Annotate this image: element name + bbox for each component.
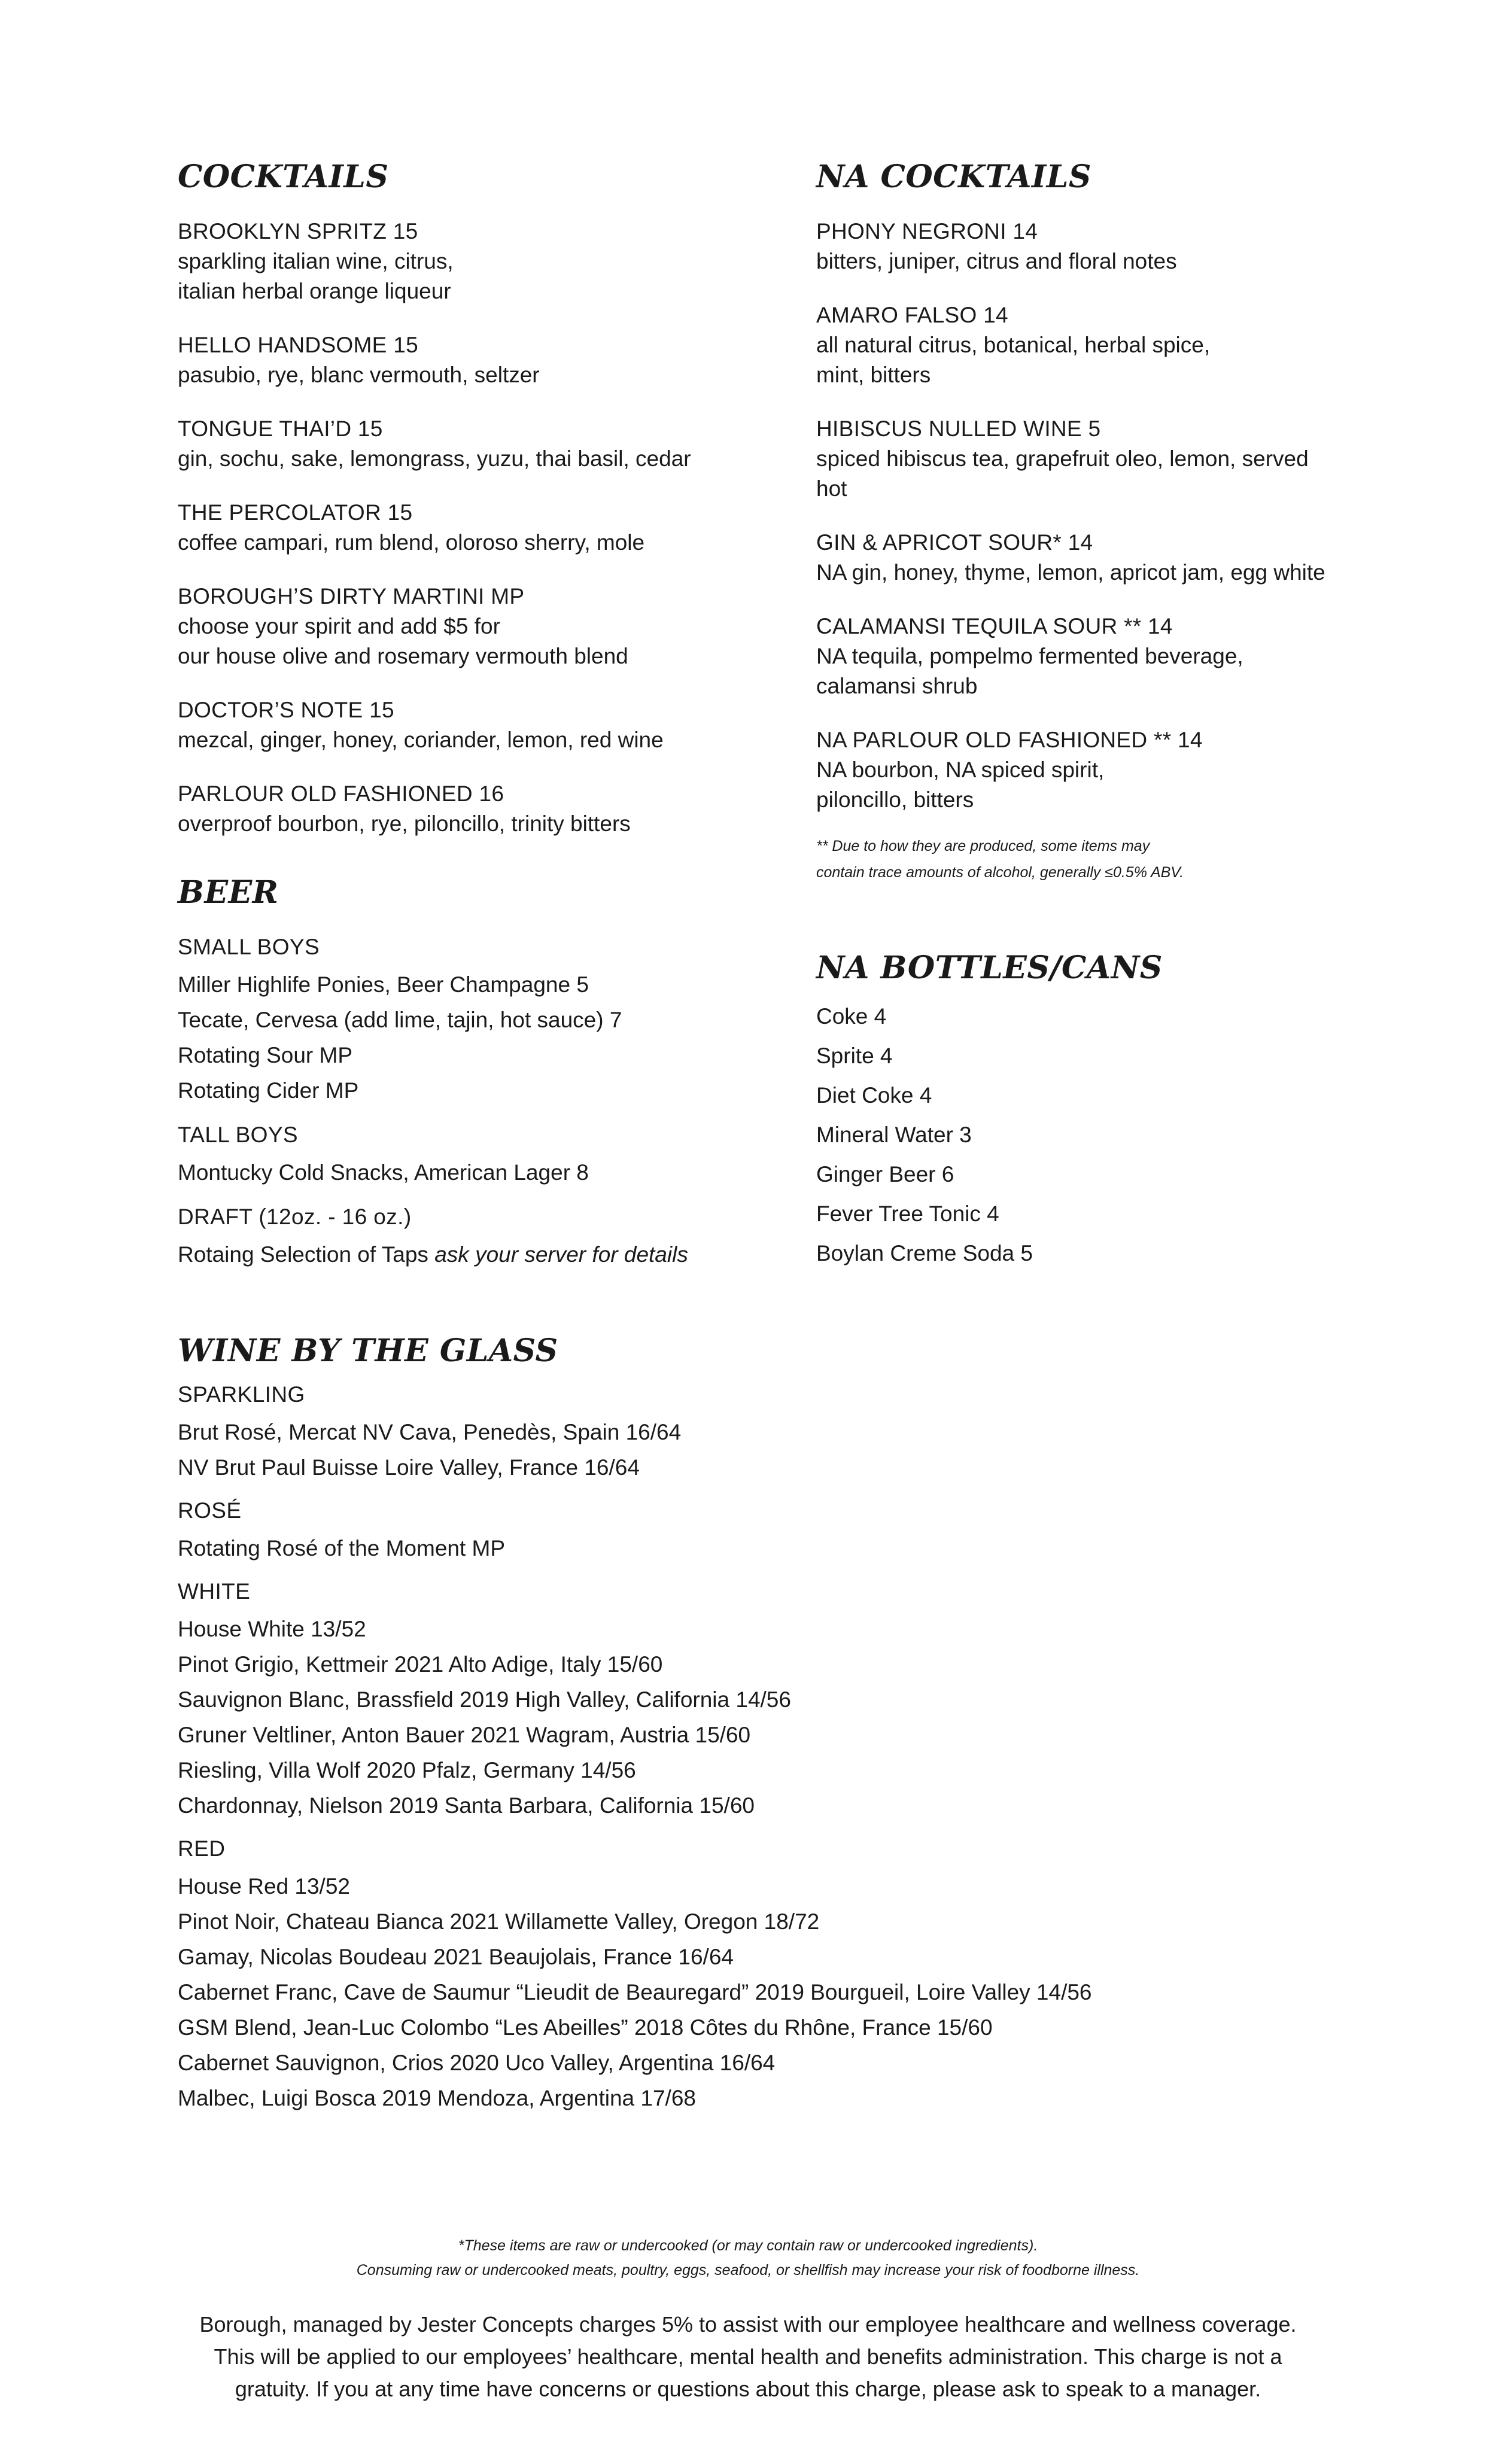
draft-text: Rotaing Selection of Taps bbox=[178, 1242, 428, 1267]
menu-item bbox=[178, 695, 776, 755]
item-description: all natural citrus, botanical, herbal spice, mint, bitters bbox=[816, 333, 1211, 387]
menu-item bbox=[178, 217, 776, 306]
item-name: BROOKLYN SPRITZ 15 bbox=[178, 219, 418, 244]
list-item: Coke 4 bbox=[816, 1004, 887, 1029]
list-item: Fever Tree Tonic 4 bbox=[816, 1201, 999, 1226]
beer-group-small-boys bbox=[178, 932, 776, 1108]
menu-item bbox=[816, 612, 1403, 701]
wine-group-red bbox=[178, 1834, 1315, 2116]
subheading: TALL BOYS bbox=[178, 1123, 299, 1147]
subheading: SMALL BOYS bbox=[178, 935, 320, 959]
list-item: Miller Highlife Ponies, Beer Champagne 5 bbox=[178, 972, 589, 997]
list-item: House White 13/52 bbox=[178, 1617, 366, 1641]
list-item: Pinot Noir, Chateau Bianca 2021 Willamette Valley, Oregon 18/72 bbox=[178, 1909, 820, 1934]
list-item: Mineral Water 3 bbox=[816, 1123, 972, 1147]
item-description: choose your spirit and add $5 for our house olive and rosemary vermouth blend bbox=[178, 614, 628, 668]
item-description: pasubio, rye, blanc vermouth, seltzer bbox=[178, 363, 540, 387]
item-name: HIBISCUS NULLED WINE 5 bbox=[816, 416, 1101, 441]
menu-item bbox=[178, 582, 776, 671]
cocktails-section bbox=[178, 159, 776, 839]
menu-item bbox=[178, 330, 776, 390]
list-item: Riesling, Villa Wolf 2020 Pfalz, Germany 14/56 bbox=[178, 1758, 636, 1782]
list-item: Ginger Beer 6 bbox=[816, 1162, 954, 1187]
list-item: Gruner Veltliner, Anton Bauer 2021 Wagram, Austria 15/60 bbox=[178, 1723, 751, 1747]
item-name: BOROUGH’S DIRTY MARTINI MP bbox=[178, 584, 525, 609]
item-description: NA tequila, pompelmo fermented beverage, calamansi shrub bbox=[816, 644, 1243, 698]
menu-item bbox=[816, 217, 1403, 276]
item-description: NA gin, honey, thyme, lemon, apricot jam, egg white bbox=[816, 560, 1325, 585]
list-item: Tecate, Cervesa (add lime, tajin, hot sauce) 7 bbox=[178, 1008, 622, 1032]
item-name: DOCTOR’S NOTE 15 bbox=[178, 698, 394, 722]
subheading: SPARKLING bbox=[178, 1382, 305, 1407]
list-item: Cabernet Franc, Cave de Saumur “Lieudit de Beauregard” 2019 Bourgueil, Loire Valley 14/56 bbox=[178, 1980, 1092, 2004]
na-cocktails-section bbox=[816, 159, 1403, 886]
item-description: spiced hibiscus tea, grapefruit oleo, lemon, served hot bbox=[816, 446, 1309, 501]
na-bottles-section bbox=[816, 950, 1403, 1273]
item-name: NA PARLOUR OLD FASHIONED ** 14 bbox=[816, 728, 1203, 752]
list-item bbox=[178, 1237, 776, 1272]
draft-note: ask your server for details bbox=[434, 1242, 688, 1267]
wine-group-sparkling bbox=[178, 1380, 1315, 1485]
list-item: Cabernet Sauvignon, Crios 2020 Uco Valley, Argentina 16/64 bbox=[178, 2051, 776, 2075]
beer-group-tall-boys bbox=[178, 1120, 776, 1190]
wine-group-white bbox=[178, 1577, 1315, 1823]
list-item: Chardonnay, Nielson 2019 Santa Barbara, California 15/60 bbox=[178, 1793, 755, 1818]
left-column bbox=[178, 159, 776, 1284]
item-description: NA bourbon, NA spiced spirit, piloncillo, bitters bbox=[816, 758, 1105, 812]
item-name: GIN & APRICOT SOUR* 14 bbox=[816, 530, 1093, 555]
item-name: TONGUE THAI’D 15 bbox=[178, 416, 383, 441]
na-cocktails-heading: NA COCKTAILS bbox=[816, 159, 1091, 195]
item-description: bitters, juniper, citrus and floral notes bbox=[816, 249, 1177, 273]
list-item: Rotating Sour MP bbox=[178, 1043, 353, 1067]
item-name: AMARO FALSO 14 bbox=[816, 303, 1008, 327]
subheading: DRAFT (12oz. - 16 oz.) bbox=[178, 1204, 412, 1229]
list-item: Rotating Rosé of the Moment MP bbox=[178, 1536, 506, 1560]
subheading: RED bbox=[178, 1836, 226, 1861]
beer-group-draft bbox=[178, 1202, 776, 1272]
list-item: Rotating Cider MP bbox=[178, 1078, 359, 1103]
na-bottles-heading: NA BOTTLES/CANS bbox=[816, 950, 1163, 986]
item-description: mezcal, ginger, honey, coriander, lemon, red wine bbox=[178, 728, 664, 752]
list-item: Malbec, Luigi Bosca 2019 Mendoza, Argentina 17/68 bbox=[178, 2086, 696, 2110]
subheading: ROSÉ bbox=[178, 1498, 242, 1523]
list-item: Diet Coke 4 bbox=[816, 1083, 932, 1108]
list-item: GSM Blend, Jean-Luc Colombo “Les Abeilles” 2018 Côtes du Rhône, France 15/60 bbox=[178, 2015, 993, 2040]
menu-item bbox=[816, 300, 1403, 390]
wine-heading: WINE BY THE GLASS bbox=[178, 1333, 558, 1369]
list-item: Brut Rosé, Mercat NV Cava, Penedès, Spain 16/64 bbox=[178, 1420, 682, 1444]
item-description: coffee campari, rum blend, oloroso sherry, mole bbox=[178, 530, 645, 555]
item-name: THE PERCOLATOR 15 bbox=[178, 500, 413, 525]
beer-section bbox=[178, 874, 776, 1272]
menu-item bbox=[178, 498, 776, 558]
item-name: PHONY NEGRONI 14 bbox=[816, 219, 1038, 244]
list-item: Pinot Grigio, Kettmeir 2021 Alto Adige, Italy 15/60 bbox=[178, 1652, 663, 1677]
list-item: NV Brut Paul Buisse Loire Valley, France 16/64 bbox=[178, 1455, 640, 1480]
menu-item bbox=[816, 725, 1403, 815]
item-name: HELLO HANDSOME 15 bbox=[178, 333, 418, 357]
menu-item bbox=[178, 414, 776, 474]
service-charge-notice: Borough, managed by Jester Concepts charges 5% to assist with our employee healthcare and wellness coverage. This will be applied to our employees’ healthcare, mental health and benefits administration. This charge is not a gratuity. If you at any time have concerns or questions about this charge, please ask to speak to a manager. bbox=[199, 2312, 1297, 2401]
item-name: PARLOUR OLD FASHIONED 16 bbox=[178, 781, 504, 806]
cocktails-heading: COCKTAILS bbox=[178, 159, 389, 195]
item-description: sparkling italian wine, citrus, italian herbal orange liqueur bbox=[178, 249, 454, 303]
alcohol-trace-note: ** Due to how they are produced, some items may contain trace amounts of alcohol, generally ≤0.5% ABV. bbox=[816, 838, 1184, 881]
beer-heading: BEER bbox=[178, 874, 279, 911]
right-column bbox=[816, 159, 1403, 1273]
list-item: Boylan Creme Soda 5 bbox=[816, 1241, 1033, 1266]
list-item: Montucky Cold Snacks, American Lager 8 bbox=[178, 1160, 589, 1185]
wine-group-rose bbox=[178, 1496, 1315, 1566]
subheading: WHITE bbox=[178, 1579, 251, 1604]
menu-item bbox=[178, 779, 776, 839]
raw-food-disclaimer: *These items are raw or undercooked (or may contain raw or undercooked ingredients). Consuming raw or undercooked meats, poultry, eggs, seafood, or shellfish may increase your risk of foodborne illness. bbox=[356, 2237, 1140, 2279]
item-description: gin, sochu, sake, lemongrass, yuzu, thai basil, cedar bbox=[178, 446, 691, 471]
item-name: CALAMANSI TEQUILA SOUR ** 14 bbox=[816, 614, 1173, 638]
list-item: House Red 13/52 bbox=[178, 1874, 350, 1899]
wine-section bbox=[178, 1333, 1315, 2127]
list-item: Sauvignon Blanc, Brassfield 2019 High Valley, California 14/56 bbox=[178, 1687, 791, 1712]
list-item: Sprite 4 bbox=[816, 1044, 893, 1068]
item-description: overproof bourbon, rye, piloncillo, trinity bitters bbox=[178, 811, 631, 836]
menu-item bbox=[816, 528, 1403, 588]
list-item: Gamay, Nicolas Boudeau 2021 Beaujolais, France 16/64 bbox=[178, 1945, 734, 1969]
menu-item bbox=[816, 414, 1403, 504]
